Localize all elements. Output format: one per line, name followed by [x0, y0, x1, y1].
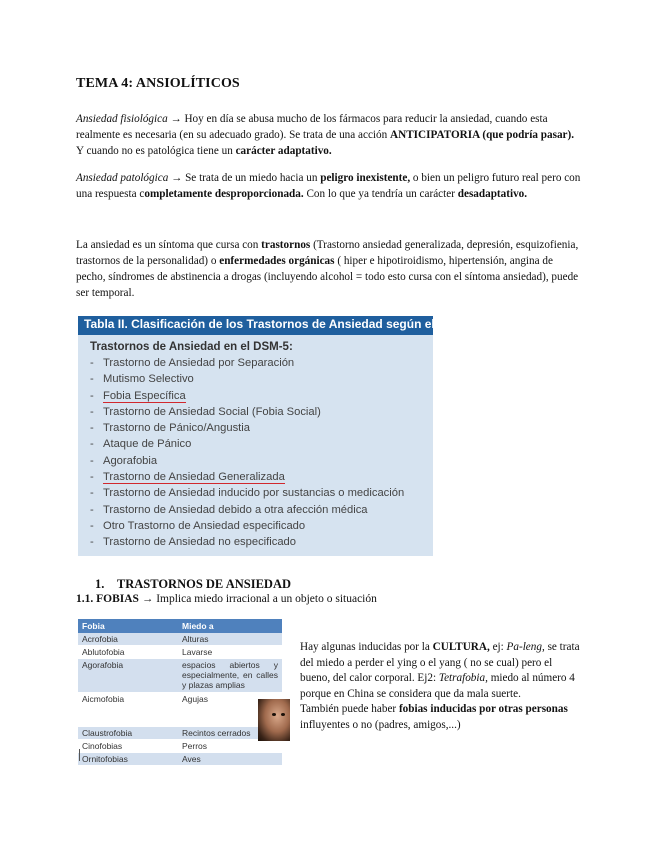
dsm5-table-title: Tabla II. Clasificación de los Trastornos de Ansiedad según el DSM5 — [84, 317, 472, 331]
italic-text: Pa-leng, — [506, 641, 545, 653]
italic-text: Tetrafobia, — [438, 672, 488, 684]
text: Y cuando no es patológica tiene un — [76, 145, 236, 157]
bold-text: carácter adaptativo. — [235, 145, 332, 157]
table-row — [78, 646, 282, 659]
disorder-label-underlined: Fobia Específica — [103, 389, 186, 402]
text: influyentes o no (padres, amigos,...) — [300, 718, 461, 731]
table-row — [78, 633, 282, 646]
subsection-fobias — [76, 593, 377, 605]
table-cell: Claustrofobia — [78, 727, 178, 740]
list-item — [90, 504, 404, 520]
disorder-label: Mutismo Selectivo — [103, 373, 194, 386]
table-cell: Agorafobia — [78, 659, 178, 693]
table-cell: Aicmofobia — [78, 693, 178, 727]
list-item — [90, 373, 404, 389]
table-row — [78, 753, 282, 766]
bold-text: ompletamente desproporcionada. — [144, 188, 304, 200]
text: ( hiper e hipotiroidismo, hipertensión, angina de pecho, síndromes de abstinencia a drogas (incluyendo alcohol = todo esto cursa con el síntoma ansiedad), puede ser temporal. — [76, 255, 579, 299]
text: o bien un peligro futuro real pero con una respuesta c — [76, 172, 581, 200]
paragraph-fobias-culturales — [300, 640, 585, 733]
table-row — [78, 740, 282, 753]
bold-text: ANTICIPATORIA (que podría pasar). — [390, 129, 575, 141]
list-item — [90, 455, 404, 471]
table-cell: Ornitofobias — [78, 753, 178, 766]
table-cell: Agujas — [178, 693, 282, 727]
table-cell: Alturas — [178, 633, 282, 646]
dsm5-disorder-list — [90, 357, 404, 553]
bold-text: peligro inexistente, — [320, 172, 411, 184]
dash: - — [90, 471, 94, 484]
table-cell: Acrofobia — [78, 633, 178, 646]
dash: - — [90, 536, 94, 549]
face-photo — [258, 699, 290, 741]
text: Hay algunas inducidas por la — [300, 641, 433, 653]
page-title: TEMA 4: ANSIOLÍTICOS — [76, 76, 240, 91]
text: (Trastorno ansiedad generalizada, depresión, esquizofienia, trastornos de la personalidad) o — [76, 239, 579, 267]
list-item — [90, 536, 404, 552]
table-cell: Lavarse — [178, 646, 282, 659]
fobias-table — [78, 619, 282, 766]
column-header-miedo: Miedo a — [178, 619, 282, 633]
dash: - — [90, 405, 94, 418]
disorder-label: Trastorno de Ansiedad debido a otra afección médica — [103, 503, 368, 516]
table-row — [78, 693, 282, 727]
table-cell: Aves — [178, 753, 282, 766]
text: ej: — [489, 641, 507, 653]
eye-shape — [272, 713, 276, 716]
text: se trata del miedo a perder el ying o el yang ( no se cual) pero el bueno, del calor corporal. Ej2: — [300, 641, 580, 684]
term-ansiedad-fisiologica: Ansiedad fisiológica — [76, 113, 168, 125]
table-row — [78, 727, 282, 740]
cursor-bar — [79, 749, 80, 761]
text: La ansiedad es un síntoma que cursa con — [76, 239, 262, 251]
dsm5-classification-table — [78, 316, 472, 556]
column-header-fobia: Fobia — [78, 619, 178, 633]
section-heading-trastornos — [95, 577, 291, 592]
arrow: → — [168, 172, 186, 184]
disorder-label: Trastorno de Ansiedad por Separación — [103, 357, 295, 369]
dash: - — [90, 422, 94, 435]
table-cell: Ablutofobia — [78, 646, 178, 659]
dash: - — [90, 389, 94, 402]
list-item — [90, 357, 404, 373]
eye-shape — [281, 713, 285, 716]
dash: - — [90, 438, 94, 451]
table-row — [78, 659, 282, 693]
disorder-label: Trastorno de Ansiedad inducido por sustancias o medicación — [103, 487, 405, 500]
disorder-label: Otro Trastorno de Ansiedad especificado — [103, 519, 306, 532]
disorder-label: Trastorno de Ansiedad Social (Fobia Social) — [103, 405, 321, 418]
subsection-text: Implica miedo irracional a un objeto o situación — [156, 593, 377, 605]
dash: - — [90, 454, 94, 467]
text: Con lo que ya tendría un carácter — [303, 188, 458, 200]
text: Hoy en día se abusa mucho de los fármacos para reducir la ansiedad, cuando esta realmente es necesaria (en su adecuado grado). Se trata de una acción — [76, 113, 548, 141]
list-item — [90, 487, 404, 503]
dash: - — [90, 373, 94, 386]
term-ansiedad-patologica: Ansiedad patológica — [76, 172, 169, 184]
list-item — [90, 438, 404, 454]
table-cell: Perros — [178, 740, 282, 753]
list-item — [90, 471, 404, 487]
dash: - — [90, 519, 94, 532]
section-number: 1. — [95, 577, 105, 591]
dsm5-subtitle: Trastornos de Ansiedad en el DSM-5: — [90, 341, 293, 353]
dash: - — [90, 357, 94, 369]
text: También puede haber — [300, 703, 399, 715]
list-item — [90, 422, 404, 438]
disorder-label-underlined: Trastorno de Ansiedad Generalizada — [103, 471, 285, 484]
dsm5-table-header — [78, 316, 472, 335]
dash: - — [90, 487, 94, 500]
subsection-label: 1.1. FOBIAS — [76, 593, 139, 605]
bold-text: CULTURA, — [432, 641, 490, 653]
list-item — [90, 406, 404, 422]
bold-text: enfermedades orgánicas — [219, 255, 335, 267]
text: Se trata de un miedo hacia un — [185, 172, 321, 184]
table-cell: espacios abiertos y especialmente, en calles y plazas amplias — [178, 659, 282, 693]
arrow: → — [167, 113, 185, 125]
bold-text: desadaptativo. — [457, 188, 528, 200]
table-cell: Cinofobias — [78, 740, 178, 753]
arrow: → — [138, 593, 157, 605]
paragraph-ansiedad-patologica — [76, 170, 581, 202]
list-item — [90, 390, 404, 406]
section-title: TRASTORNOS DE ANSIEDAD — [116, 577, 291, 591]
bold-text: fobias inducidas por otras personas — [398, 703, 568, 715]
disorder-label: Trastorno de Pánico/Angustia — [103, 422, 250, 435]
list-item — [90, 520, 404, 536]
dash: - — [90, 503, 94, 516]
text: miedo al número 4 porque en China se considera que da mala suerte. — [300, 672, 575, 700]
paragraph-sintoma-ansiedad — [76, 237, 581, 301]
table-header-row — [78, 619, 282, 633]
paragraph-ansiedad-fisiologica — [76, 111, 581, 159]
disorder-label: Ataque de Pánico — [103, 438, 192, 451]
bold-text: trastornos — [261, 239, 311, 251]
disorder-label: Agorafobia — [103, 454, 158, 467]
disorder-label: Trastorno de Ansiedad no especificado — [103, 536, 297, 549]
table-cell: Recintos cerrados — [178, 727, 282, 740]
